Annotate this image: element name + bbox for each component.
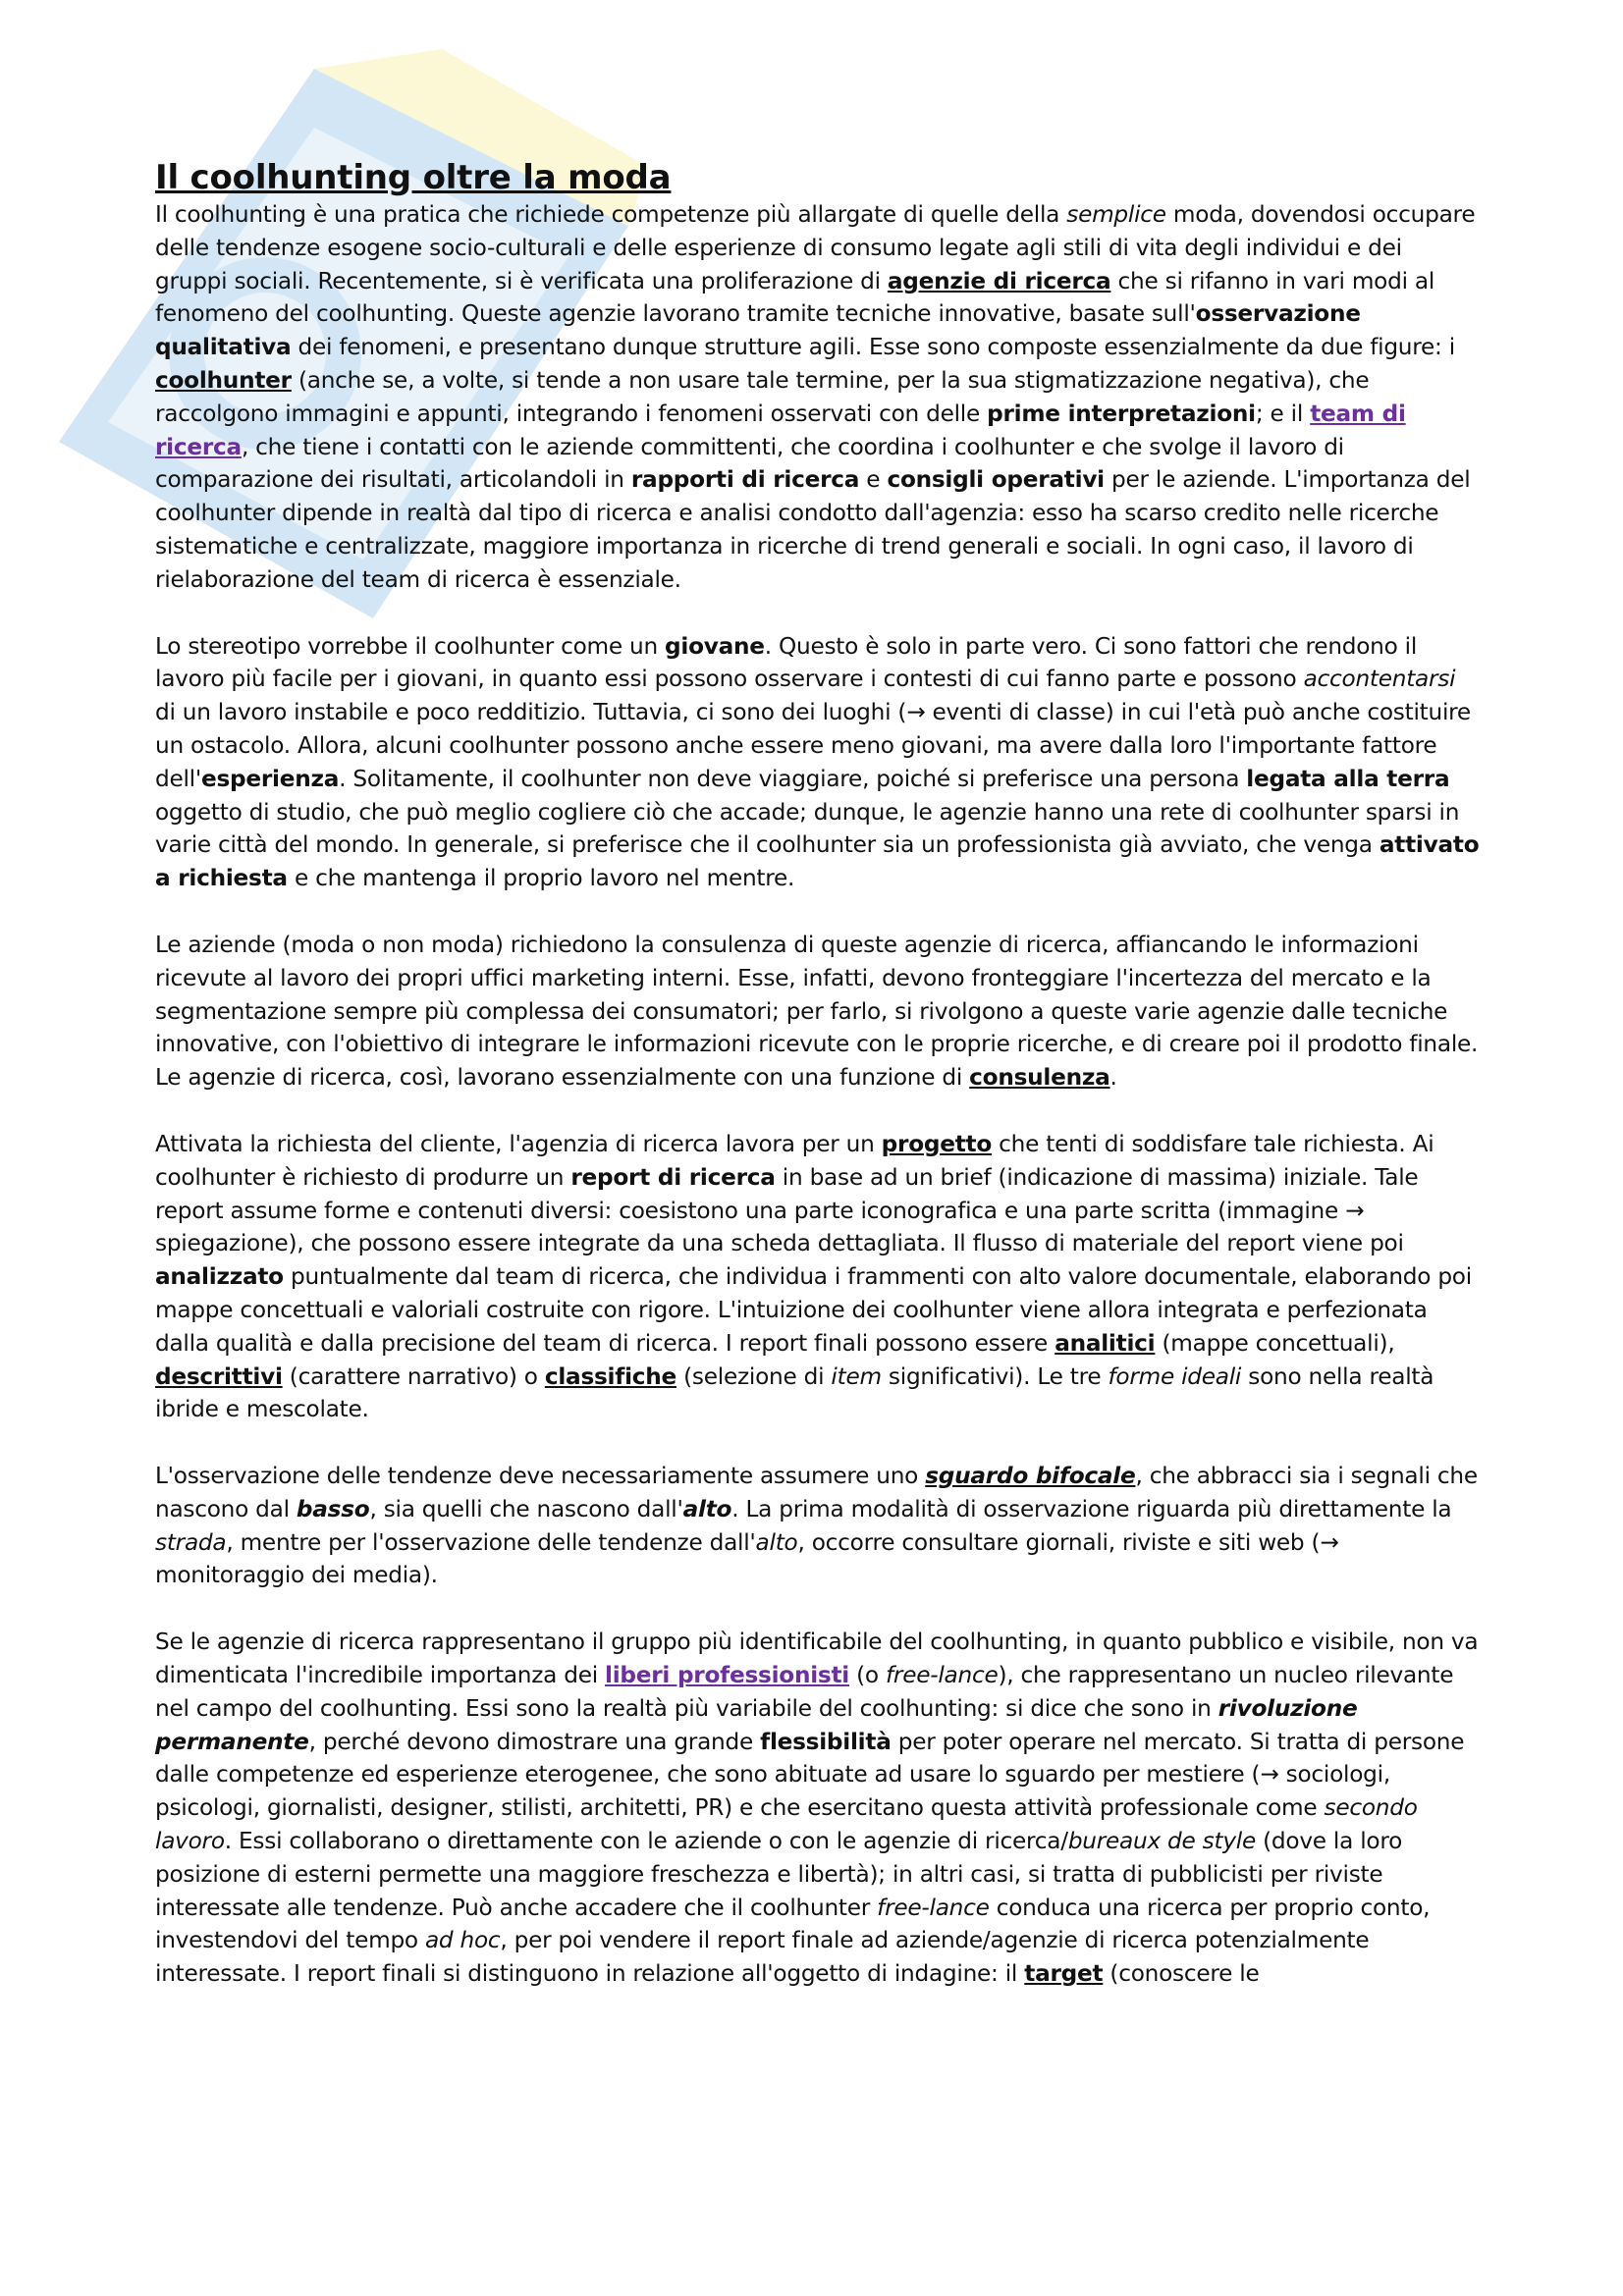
link-term[interactable]: team di ricerca bbox=[155, 400, 1406, 460]
paragraph-liberi-professionisti bbox=[155, 1626, 1481, 1991]
emphasis-term: consulenza bbox=[969, 1064, 1110, 1092]
text-run: , che abbracci sia i segnali che nascono dal bbox=[155, 1463, 1478, 1522]
text-run: . La prima modalità di osservazione riguarda più direttamente la bbox=[731, 1495, 1452, 1522]
text-run: . Solitamente, il coolhunter non deve viaggiare, poiché si preferisce una persona bbox=[339, 765, 1247, 792]
text-run: , che tiene i contatti con le aziende committenti, che coordina i coolhunter e che svolge il lavoro di comparazione dei risultati, articolandoli in bbox=[155, 433, 1344, 494]
emphasis-term: progetto bbox=[881, 1130, 993, 1157]
paragraph-sguardo-bifocale bbox=[155, 1460, 1481, 1592]
emphasis-term: alto bbox=[755, 1528, 798, 1556]
text-run: Il coolhunting è una pratica che richiede competenze più allargate di quelle della bbox=[155, 201, 1067, 228]
emphasis-term: secondo lavoro bbox=[155, 1794, 1418, 1855]
emphasis-term: alto bbox=[682, 1495, 732, 1522]
text-run: oggetto di studio, che può meglio cogliere ciò che accade; dunque, le agenzie hanno una rete di coolhunter sparsi in varie città del mondo. In generale, si preferisce che il coolhunter sia un professionista già avviato, che venga bbox=[155, 798, 1460, 859]
text-run: Le aziende (moda o non moda) richiedono la consulenza di queste agenzie di ricerca, affiancando le informazioni ricevute al lavoro dei propri uffici marketing interni. Esse, infatti, devono fronteggiare l'incertezza del mercato e la segmentazione sempre più complessa dei consumatori; per farlo, si rivolgono a queste varie agenzie dalle tecniche innovative, con l'obiettivo di integrare le informazioni ricevute con le proprie ricerche, e di creare poi il prodotto finale. Le agenzie di ricerca, così, lavorano essenzialmente con una funzione di bbox=[155, 931, 1479, 1092]
text-run: e che mantenga il proprio lavoro nel mentre. bbox=[287, 865, 795, 892]
emphasis-term: esperienza bbox=[201, 765, 340, 792]
document-page bbox=[155, 157, 1481, 2024]
emphasis-term: ad hoc bbox=[424, 1927, 501, 1954]
text-run: , occorre consultare giornali, riviste e siti web (→ monitoraggio dei media). bbox=[155, 1528, 1339, 1589]
text-run: conduca una ricerca per proprio conto, investendovi del tempo bbox=[155, 1894, 1431, 1954]
emphasis-term: classifiche bbox=[544, 1362, 677, 1390]
text-run: che si rifanno in vari modi al fenomeno del coolhunting. Queste agenzie lavorano tramite tecniche innovative, basate sull' bbox=[155, 267, 1435, 328]
emphasis-term: analitici bbox=[1055, 1329, 1156, 1357]
emphasis-term: free-lance bbox=[877, 1894, 990, 1921]
text-run: in base ad un brief (indicazione di massima) iniziale. Tale report assume forme e contenuti diversi: coesistono una parte iconografica e una parte scritta (immagine → spiegazione), che possono essere integrate da una scheda dettagliata. Il flusso di materiale del report viene poi bbox=[155, 1163, 1419, 1257]
text-run: , sia quelli che nascono dall' bbox=[369, 1495, 683, 1522]
text-run: e bbox=[859, 466, 888, 494]
text-run: che tenti di soddisfare tale richiesta. Ai coolhunter è richiesto di produrre un bbox=[155, 1130, 1434, 1191]
text-run: di un lavoro instabile e poco redditizio. Tuttavia, ci sono dei luoghi (→ eventi di classe) in cui l'età può anche costituire un ostacolo. Allora, alcuni coolhunter possono anche essere meno giovani, ma avere dalla loro l'importante fattore dell' bbox=[155, 699, 1471, 792]
text-run: ; e il bbox=[1255, 400, 1311, 427]
emphasis-term: bureaux de style bbox=[1067, 1828, 1256, 1855]
emphasis-term: legata alla terra bbox=[1246, 765, 1450, 792]
emphasis-term: semplice bbox=[1066, 201, 1166, 228]
link-term[interactable]: liberi professionisti bbox=[605, 1662, 850, 1689]
text-run: Attivata la richiesta del cliente, l'agenzia di ricerca lavora per un bbox=[155, 1130, 882, 1157]
emphasis-term: osservazione qualitativa bbox=[155, 300, 1361, 361]
emphasis-term: sguardo bifocale bbox=[925, 1463, 1136, 1490]
text-run: per le aziende. L'importanza del coolhunter dipende in realtà dal tipo di ricerca e analisi condotto dall'agenzia: esso ha scarso credito nelle ricerche sistematiche e centralizzate, maggiore importanza in ricerche di trend generali e sociali. In ogni caso, il lavoro di rielaborazione del team di ricerca è essenziale. bbox=[155, 466, 1471, 593]
emphasis-term: basso bbox=[296, 1495, 370, 1522]
text-run: . Essi collaborano o direttamente con le aziende o con le agenzie di ricerca/ bbox=[224, 1828, 1068, 1855]
emphasis-term: flessibilità bbox=[760, 1728, 892, 1755]
paragraph-stereotipo-giovane bbox=[155, 630, 1481, 895]
emphasis-term: agenzie di ricerca bbox=[887, 267, 1111, 294]
text-run: . bbox=[1109, 1064, 1117, 1092]
emphasis-term: attivato a richiesta bbox=[155, 831, 1480, 892]
emphasis-term: target bbox=[1024, 1960, 1104, 1988]
emphasis-term: consigli operativi bbox=[887, 466, 1105, 494]
emphasis-term: coolhunter bbox=[155, 366, 292, 394]
text-run: significativi). Le tre bbox=[881, 1362, 1109, 1390]
text-run: , perché devono dimostrare una grande bbox=[308, 1728, 761, 1755]
emphasis-term: report di ricerca bbox=[570, 1163, 776, 1191]
emphasis-term: rivoluzione permanente bbox=[155, 1694, 1358, 1755]
emphasis-term: prime interpretazioni bbox=[987, 400, 1256, 427]
text-run: (dove la loro posizione di esterni permette una maggiore freschezza e libertà); in altri casi, si tratta di pubblicisti per riviste interessate alle tendenze. Può anche accadere che il coolhunter bbox=[155, 1828, 1403, 1921]
text-run: L'osservazione delle tendenze deve necessariamente assumere uno bbox=[155, 1463, 926, 1490]
emphasis-term: rapporti di ricerca bbox=[630, 466, 860, 494]
text-run: ), che rappresentano un nucleo rilevante nel campo del coolhunting. Essi sono la realtà più variabile del coolhunting: si dice che sono in bbox=[155, 1662, 1454, 1722]
text-run: per poter operare nel mercato. Si tratta di persone dalle competenze ed esperienze eterogenee, che sono abituate ad usare lo sguardo per mestiere (→ sociologi, psicologi, giornalisti, designer, stilisti, architetti, PR) e che esercitano questa attività professionale come bbox=[155, 1728, 1465, 1822]
text-run: . Questo è solo in parte vero. Ci sono fattori che rendono il lavoro più facile per i giovani, in quanto essi possono osservare i contesti di cui fanno parte e possono bbox=[155, 632, 1418, 693]
document-title: Il coolhunting oltre la moda bbox=[155, 158, 672, 197]
text-run: , per poi vendere il report finale ad aziende/agenzie di ricerca potenzialmente interessate. I report finali si distinguono in relazione all'oggetto di indagine: il bbox=[155, 1927, 1370, 1988]
emphasis-term: strada bbox=[155, 1528, 227, 1556]
text-run: (anche se, a volte, si tende a non usare tale termine, per la sua stigmatizzazione negativa), che raccolgono immagini e appunti, integrando i fenomeni osservati con delle bbox=[155, 366, 1370, 427]
text-run: (selezione di bbox=[676, 1362, 832, 1390]
emphasis-term: forme ideali bbox=[1108, 1362, 1242, 1390]
paragraph-agenzie-di-ricerca bbox=[155, 198, 1481, 597]
text-run: puntualmente dal team di ricerca, che individua i frammenti con alto valore documentale, elaborando poi mappe concettuali e valoriali costruite con rigore. L'intuizione dei coolhunter viene allora integrata e perfezionata dalla qualità e dalla precisione del team di ricerca. I report finali possono essere bbox=[155, 1263, 1472, 1357]
emphasis-term: accontentarsi bbox=[1303, 666, 1456, 693]
emphasis-term: analizzato bbox=[155, 1263, 284, 1291]
emphasis-term: free-lance bbox=[886, 1662, 999, 1689]
text-run: dei fenomeni, e presentano dunque strutture agili. Esse sono composte essenzialmente da due figure: i bbox=[291, 334, 1455, 361]
text-run: (o bbox=[849, 1662, 886, 1689]
text-run: Lo stereotipo vorrebbe il coolhunter come un bbox=[155, 632, 666, 660]
text-run: sono nella realtà ibride e mescolate. bbox=[155, 1362, 1434, 1423]
paragraph-progetto-report bbox=[155, 1128, 1481, 1426]
text-run: (conoscere le bbox=[1103, 1960, 1260, 1988]
text-run: (carattere narrativo) o bbox=[282, 1362, 545, 1390]
emphasis-term: giovane bbox=[665, 632, 765, 660]
text-run: Se le agenzie di ricerca rappresentano il gruppo più identificabile del coolhunting, in quanto pubblico e visibile, non va dimenticata l'incredibile importanza dei bbox=[155, 1629, 1479, 1689]
text-run: moda, dovendosi occupare delle tendenze esogene socio-culturali e delle esperienze di consumo legate agli stili di vita degli individui e dei gruppi sociali. Recentemente, si è verificata una proliferazione di bbox=[155, 201, 1476, 294]
paragraph-aziende-consulenza bbox=[155, 929, 1481, 1095]
emphasis-term: descrittivi bbox=[155, 1362, 283, 1390]
text-run: , mentre per l'osservazione delle tendenze dall' bbox=[226, 1528, 756, 1556]
emphasis-term: item bbox=[831, 1362, 882, 1390]
text-run: (mappe concettuali), bbox=[1155, 1329, 1395, 1357]
